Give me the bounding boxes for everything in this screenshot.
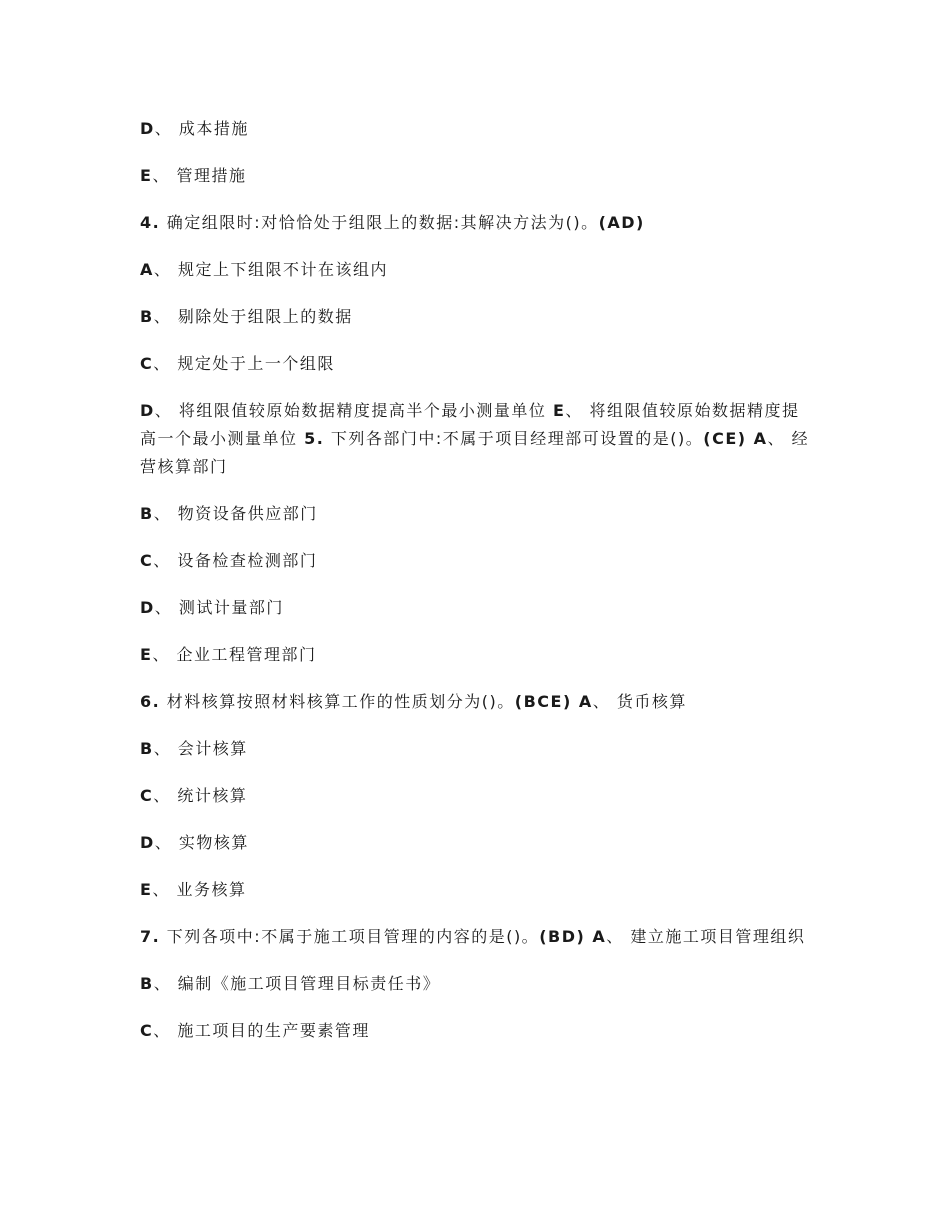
text-span: 、 将组限值较原始数据精度提高半个最小测量单位 xyxy=(154,401,553,420)
text-line xyxy=(140,162,810,190)
text-span: 成本措施 xyxy=(178,119,249,138)
bold-label: D xyxy=(140,598,155,617)
text-span: 、 xyxy=(154,119,179,138)
text-line xyxy=(140,115,810,143)
text-span: 施工项目的生产要素管理 xyxy=(177,1021,370,1040)
text-line xyxy=(140,256,810,284)
text-span: 、 xyxy=(152,645,177,664)
bold-label: E xyxy=(140,880,153,899)
text-span: 管理措施 xyxy=(176,166,247,185)
bold-label: A xyxy=(140,260,154,279)
bold-label: D xyxy=(140,833,155,852)
bold-label: (BD) A xyxy=(539,927,607,946)
text-span: 设备检查检测部门 xyxy=(177,551,318,570)
text-line xyxy=(140,782,810,810)
bold-label: B xyxy=(140,504,154,523)
text-line xyxy=(140,923,810,951)
bold-label: D xyxy=(140,401,155,420)
bold-label: B xyxy=(140,307,154,326)
text-span: 、 xyxy=(153,739,178,758)
text-span: 规定上下组限不计在该组内 xyxy=(177,260,388,279)
text-span: 剔除处于组限上的数据 xyxy=(177,307,353,326)
text-span: 下列各项中:不属于施工项目管理的内容的是()。 xyxy=(160,927,540,946)
text-span: 、 xyxy=(153,504,178,523)
text-span: 、 xyxy=(153,786,178,805)
bold-label: C xyxy=(140,1021,154,1040)
text-span: 、 xyxy=(153,260,178,279)
text-line xyxy=(140,876,810,904)
text-line xyxy=(140,594,810,622)
text-span: 、 货币核算 xyxy=(592,692,687,711)
text-span: 、 xyxy=(153,307,178,326)
text-span: 会计核算 xyxy=(177,739,248,758)
text-span: 业务核算 xyxy=(176,880,247,899)
text-line xyxy=(140,303,810,331)
bold-label: C xyxy=(140,786,154,805)
text-span: 、 xyxy=(152,880,177,899)
bold-label: (AD) xyxy=(598,213,645,232)
bold-label: B xyxy=(140,739,154,758)
bold-label: C xyxy=(140,551,154,570)
text-line xyxy=(140,397,810,481)
bold-label: 7. xyxy=(140,927,161,946)
document-page xyxy=(140,115,810,1064)
text-span: 实物核算 xyxy=(178,833,249,852)
text-span: 材料核算按照材料核算工作的性质划分为()。 xyxy=(160,692,515,711)
text-span: 规定处于上一个组限 xyxy=(177,354,335,373)
text-span: 、 将组限值较原始数据精度提高一个最小测量单位 xyxy=(140,401,800,448)
text-line xyxy=(140,547,810,575)
text-span: 、 xyxy=(153,974,178,993)
text-line xyxy=(140,970,810,998)
text-span: 、 xyxy=(153,551,178,570)
text-line xyxy=(140,735,810,763)
text-span: 测试计量部门 xyxy=(178,598,284,617)
text-span: 、 建立施工项目管理组织 xyxy=(606,927,806,946)
text-line xyxy=(140,688,810,716)
text-span: 、 xyxy=(152,166,177,185)
bold-label: 6. xyxy=(140,692,161,711)
text-span: 、 经营核算部门 xyxy=(140,429,810,476)
text-line xyxy=(140,829,810,857)
text-span: 、 xyxy=(153,1021,178,1040)
bold-label: 4. xyxy=(140,213,161,232)
text-span: 编制《施工项目管理目标责任书》 xyxy=(177,974,441,993)
text-span: 确定组限时:对恰恰处于组限上的数据:其解决方法为()。 xyxy=(160,213,599,232)
text-line xyxy=(140,350,810,378)
bold-label: D xyxy=(140,119,155,138)
bold-label: E xyxy=(552,401,566,420)
text-line xyxy=(140,209,810,237)
text-span: 下列各部门中:不属于项目经理部可设置的是()。 xyxy=(324,429,704,448)
text-span: 、 xyxy=(153,354,178,373)
bold-label: C xyxy=(140,354,154,373)
text-span: 企业工程管理部门 xyxy=(176,645,317,664)
bold-label: (BCE) A xyxy=(514,692,593,711)
bold-label: E xyxy=(140,166,153,185)
bold-label: 5. xyxy=(304,429,325,448)
bold-label: B xyxy=(140,974,154,993)
bold-label: E xyxy=(140,645,153,664)
text-span: 、 xyxy=(154,598,179,617)
text-line xyxy=(140,500,810,528)
text-line xyxy=(140,641,810,669)
text-span: 物资设备供应部门 xyxy=(177,504,318,523)
text-span: 、 xyxy=(154,833,179,852)
bold-label: (CE) A xyxy=(703,429,768,448)
text-span: 统计核算 xyxy=(177,786,248,805)
text-line xyxy=(140,1017,810,1045)
